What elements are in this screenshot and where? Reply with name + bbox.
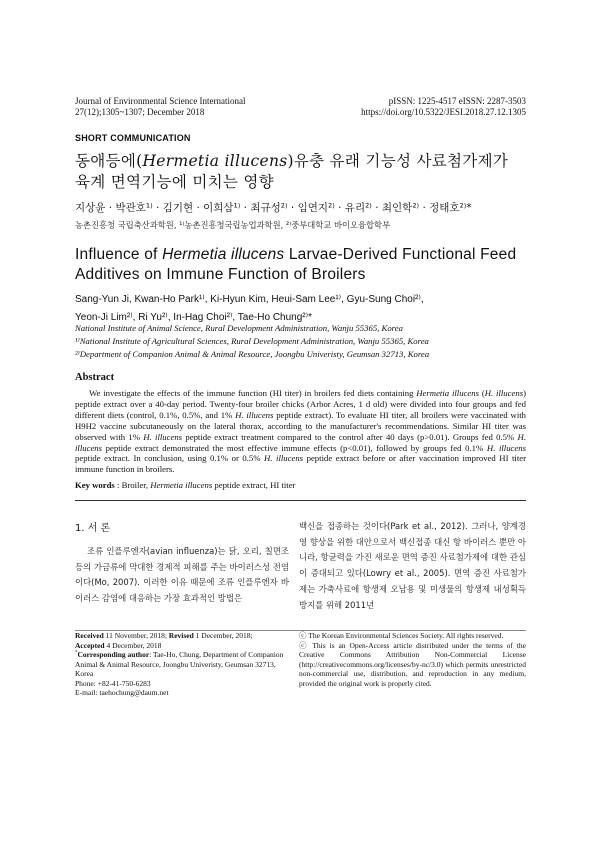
- affiliations: [75, 322, 429, 362]
- body-column-right: [299, 519, 526, 613]
- body-column-left: [75, 544, 289, 607]
- korean-title-part: 동애등에(: [75, 152, 143, 170]
- korean-title-line2: 육계 면역기능에 미치는 영향: [75, 173, 274, 191]
- footnote-right: [299, 631, 526, 689]
- body-paragraph: 조류 인플루엔자(avian influenza)는 닭, 오리, 칠면조 등의 가금류에 막대한 경제적 피해를 주는 바이러스성 전염이다(Mo, 2007). 이러한 이유 때문에 조류 인플루엔자 바이러스 감염에 대응하는 가장 효과적인 방법은: [75, 546, 289, 604]
- license: ⓒ This is an Open-Access article distributed under the terms of the Creative Commons Attribution Non-Commercial License (http://creativecommons.org/licenses/by-nc/3.0) which permits unrestricted non-commercial use, distribution, and reproduction in any medium, provided the original work is properly cited.: [299, 640, 526, 688]
- phone: Phone: +82-41-750-6283: [75, 678, 151, 688]
- english-title-part: Influence of: [75, 246, 163, 263]
- korean-title-part: )유충 유래 기능성 사료첨가제가: [287, 152, 509, 170]
- english-title-line2: Additives on Immune Function of Broilers: [75, 266, 366, 283]
- body-paragraph: 백신을 접종하는 것이다(Park et al., 2012). 그러나, 양계경영 향상을 위한 대안으로서 백신접종 대신 항 바이러스 뿐만 아니라, 항균력을 가진 새로운 면역 증진 사료첨가제에 대한 관심이 증대되고 있다(Lowry et al., 2005). 면역 증진 사료첨가제는 가축사료에 항생제 오남용 및 미생물의 항생제 내성획득 방지를 위해 2011년: [299, 521, 526, 610]
- korean-affiliations: 농촌진흥청 국립축산과학원, ¹⁾농촌진흥청국립농업과학원, ²⁾중부대학교 바이오융합학부: [75, 220, 391, 230]
- english-title-part: Larvae-Derived Functional Feed: [284, 246, 517, 263]
- footnote-left: Received 11 November, 2018; Revised 1 December, 2018; Accepted 4 December, 2018 *Corresponding author: Tae-Ho, Chung, Department of Companion Animal & Animal Resource, Joongbu Univeristy, Geumsan 32713, Korea Phone: +82-41-750-6283 E-mail: taehochung@daum.net: [75, 631, 289, 698]
- copyright: ⓒ The Korean Environmental Sciences Society. All rights reserved.: [299, 631, 504, 640]
- affiliation: ²⁾Department of Companion Animal & Animal Resource, Joongbu Univeristy, Geumsan 32713, Korea: [75, 349, 430, 360]
- email-link[interactable]: E-mail: taehochung@daum.net: [75, 688, 169, 697]
- journal-issue: 27(12);1305~1307; December 2018: [75, 107, 205, 117]
- journal-name: Journal of Environmental Science International: [75, 96, 246, 106]
- keywords: Key words : Broiler, Hermetia illucens peptide extract, HI titer: [75, 480, 296, 490]
- english-authors-line2: Yeon-Ji Lim²⁾, Ri Yu²⁾, In-Hag Choi²⁾, Tae-Ho Chung²⁾*: [75, 312, 312, 323]
- journal-info: [75, 96, 245, 118]
- korean-title: [75, 151, 508, 193]
- section-heading: 1. 서 론: [75, 523, 111, 534]
- journal-identifiers: [340, 96, 526, 118]
- korean-title-species: Hermetia illucens: [142, 152, 288, 170]
- abstract-heading: Abstract: [75, 372, 115, 383]
- english-title-species: Hermetia illucens: [162, 246, 285, 263]
- korean-authors: 지상윤 · 박관호¹⁾ · 김기현 · 이희삼¹⁾ · 최규성²⁾ · 임연지²⁾ · 유리²⁾ · 최인학²⁾ · 정태호²⁾*: [75, 202, 472, 214]
- journal-issn: pISSN: 1225-4517 eISSN: 2287-3503: [388, 96, 526, 106]
- divider: [75, 500, 526, 501]
- keywords-label: Key words: [75, 480, 115, 490]
- english-title: [75, 245, 516, 285]
- affiliation: National Institute of Animal Science, Rural Development Administration, Wanju 55365, Korea: [75, 323, 403, 333]
- journal-doi[interactable]: https://doi.org/10.5322/JESI.2018.27.12.1305: [361, 107, 526, 117]
- affiliation: ¹⁾National Institute of Agricultural Sciences, Rural Development Administration, Wanju 55365, Korea: [75, 336, 429, 347]
- section-label: SHORT COMMUNICATION: [75, 133, 191, 143]
- english-authors-line1: Sang-Yun Ji, Kwan-Ho Park¹⁾, Ki-Hyun Kim, Heui-Sam Lee¹⁾, Gyu-Sung Choi²⁾,: [75, 294, 424, 305]
- abstract-text: We investigate the effects of the immune function (HI titer) in broilers fed diets containing Hermetia illucens (H. illucens) peptide extract over a 40-day period. Twenty-four broiler chicks (Arbor Acres, 1 d old) were divided into four groups and fed different diets (control, 0.1%, 0.5%, and 1% H. illucens peptide extract). To evaluate HI titer, all broilers were vaccinated with H9H2 vaccine subcutaneously on the lateral thorax, according to the manufacturer's recommendations. Similar HI titer was observed with 1% H. illucens peptide extract treatment compared to the control after 40 days (p>0.01). Groups fed 0.5% H. illucens peptide extract demonstrated the most effective immune effects (p<0.01), followed by groups fed 0.1% H. illucens peptide extract. In conclusion, using 0.1% or 0.5% H. illucens peptide extract before or after vaccination improved HI titer immune function in broilers.: [75, 388, 526, 475]
